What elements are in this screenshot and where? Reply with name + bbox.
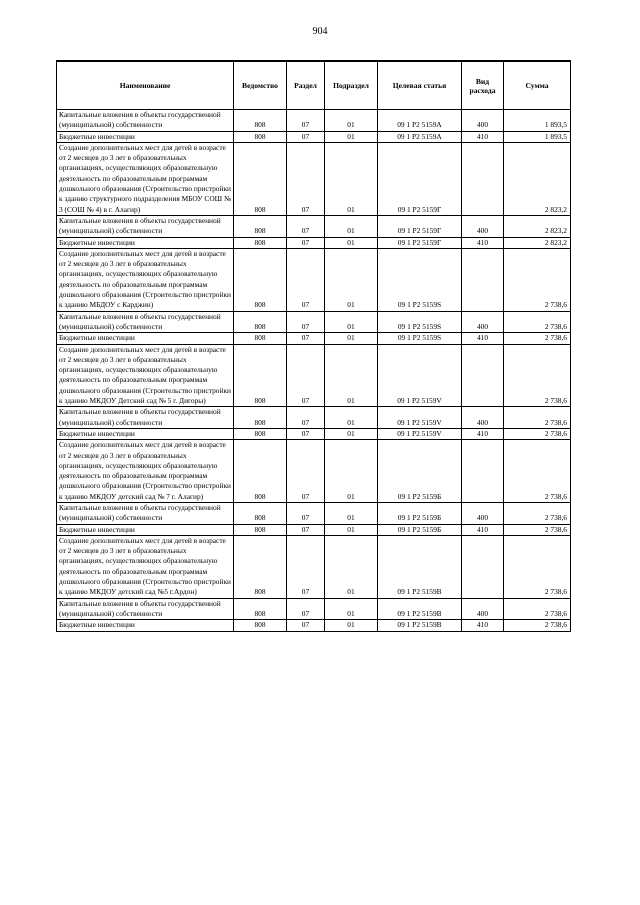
cell-name: Бюджетные инвестиции xyxy=(57,333,234,344)
cell-expense-type: 400 xyxy=(462,407,504,429)
cell-section: 07 xyxy=(287,215,325,237)
cell-sum: 2 738,6 xyxy=(504,524,571,535)
cell-department: 808 xyxy=(234,502,287,524)
cell-section: 07 xyxy=(287,110,325,132)
cell-target-article: 09 1 Р2 5159V xyxy=(378,428,462,439)
cell-department: 808 xyxy=(234,344,287,407)
cell-name: Бюджетные инвестиции xyxy=(57,428,234,439)
cell-sum: 2 738,6 xyxy=(504,344,571,407)
cell-sum: 2 738,6 xyxy=(504,311,571,333)
cell-subsection: 01 xyxy=(325,620,378,631)
cell-section: 07 xyxy=(287,131,325,142)
cell-section: 07 xyxy=(287,428,325,439)
cell-section: 07 xyxy=(287,237,325,248)
table-row xyxy=(57,428,571,439)
cell-department: 808 xyxy=(234,407,287,429)
cell-department: 808 xyxy=(234,110,287,132)
cell-subsection: 01 xyxy=(325,428,378,439)
cell-expense-type: 410 xyxy=(462,131,504,142)
cell-section: 07 xyxy=(287,535,325,598)
header-row xyxy=(57,61,571,110)
cell-department: 808 xyxy=(234,440,287,503)
header-department: Ведомство xyxy=(234,61,287,110)
table-row xyxy=(57,110,571,132)
cell-sum: 2 738,6 xyxy=(504,407,571,429)
page-number: 904 xyxy=(312,26,328,37)
cell-expense-type xyxy=(462,535,504,598)
cell-subsection: 01 xyxy=(325,502,378,524)
cell-target-article: 09 1 Р2 5159V xyxy=(378,407,462,429)
cell-expense-type xyxy=(462,344,504,407)
cell-department: 808 xyxy=(234,311,287,333)
cell-section: 07 xyxy=(287,407,325,429)
cell-name: Создание дополнительных мест для детей в возрасте от 2 месяцев до 3 лет в образовательных организациях, осуществляющих образовательную деятельность по образовательным программам дошкольного образования (Строительство пристройки к зданию МКДОУ Детский сад № 5 г. Дигоры) xyxy=(57,344,234,407)
cell-expense-type xyxy=(462,440,504,503)
header-target-article: Целевая статья xyxy=(378,61,462,110)
table-row xyxy=(57,142,571,215)
cell-subsection: 01 xyxy=(325,535,378,598)
cell-target-article: 09 1 Р2 5159S xyxy=(378,248,462,311)
header-sum: Сумма xyxy=(504,61,571,110)
cell-sum: 2 823,2 xyxy=(504,142,571,215)
cell-section: 07 xyxy=(287,333,325,344)
cell-section: 07 xyxy=(287,248,325,311)
cell-sum: 2 738,6 xyxy=(504,333,571,344)
cell-name: Капитальные вложения в объекты государственной (муниципальной) собственности xyxy=(57,311,234,333)
cell-name: Капитальные вложения в объекты государственной (муниципальной) собственности xyxy=(57,598,234,620)
cell-sum: 1 893,5 xyxy=(504,131,571,142)
cell-target-article: 09 1 Р2 5159Г xyxy=(378,237,462,248)
cell-section: 07 xyxy=(287,620,325,631)
table-row xyxy=(57,237,571,248)
header-section: Раздел xyxy=(287,61,325,110)
cell-target-article: 09 1 Р2 5159S xyxy=(378,311,462,333)
table-row xyxy=(57,215,571,237)
table-row xyxy=(57,407,571,429)
cell-name: Капитальные вложения в объекты государственной (муниципальной) собственности xyxy=(57,407,234,429)
header-name: Наименование xyxy=(57,61,234,110)
cell-department: 808 xyxy=(234,333,287,344)
cell-subsection: 01 xyxy=(325,131,378,142)
cell-expense-type: 400 xyxy=(462,502,504,524)
cell-name: Капитальные вложения в объекты государственной (муниципальной) собственности xyxy=(57,110,234,132)
cell-expense-type: 400 xyxy=(462,311,504,333)
cell-department: 808 xyxy=(234,248,287,311)
cell-sum: 2 738,6 xyxy=(504,598,571,620)
cell-target-article: 09 1 Р2 5159S xyxy=(378,333,462,344)
cell-expense-type: 400 xyxy=(462,110,504,132)
cell-name: Создание дополнительных мест для детей в возрасте от 2 месяцев до 3 лет в образовательных организациях, осуществляющих образовательную деятельность по образовательным программам дошкольного образования (Строительство пристройки к зданию МКДОУ детский сад № 7 г. Алагир) xyxy=(57,440,234,503)
table-row xyxy=(57,440,571,503)
cell-sum: 2 738,6 xyxy=(504,502,571,524)
cell-subsection: 01 xyxy=(325,440,378,503)
cell-expense-type: 410 xyxy=(462,333,504,344)
cell-subsection: 01 xyxy=(325,407,378,429)
cell-target-article: 09 1 Р2 5159А xyxy=(378,131,462,142)
cell-sum: 2 738,6 xyxy=(504,535,571,598)
cell-subsection: 01 xyxy=(325,237,378,248)
cell-name: Создание дополнительных мест для детей в возрасте от 2 месяцев до 3 лет в образовательных организациях, осуществляющих образовательную деятельность по образовательным программам дошкольного образования (Строительство пристройки к зданию МБДОУ с Карджин) xyxy=(57,248,234,311)
cell-name: Бюджетные инвестиции xyxy=(57,237,234,248)
cell-section: 07 xyxy=(287,344,325,407)
budget-table xyxy=(56,60,571,632)
cell-section: 07 xyxy=(287,524,325,535)
cell-target-article: 09 1 Р2 5159А xyxy=(378,110,462,132)
table-row xyxy=(57,311,571,333)
table-row xyxy=(57,535,571,598)
cell-section: 07 xyxy=(287,440,325,503)
header-subsection: Подраздел xyxy=(325,61,378,110)
cell-sum: 2 738,6 xyxy=(504,440,571,503)
cell-sum: 2 823,2 xyxy=(504,215,571,237)
table-row xyxy=(57,131,571,142)
cell-department: 808 xyxy=(234,535,287,598)
cell-section: 07 xyxy=(287,598,325,620)
table-row xyxy=(57,598,571,620)
cell-name: Капитальные вложения в объекты государственной (муниципальной) собственности xyxy=(57,215,234,237)
cell-expense-type: 400 xyxy=(462,598,504,620)
cell-target-article: 09 1 Р2 5159V xyxy=(378,344,462,407)
cell-subsection: 01 xyxy=(325,110,378,132)
cell-section: 07 xyxy=(287,311,325,333)
cell-name: Капитальные вложения в объекты государственной (муниципальной) собственности xyxy=(57,502,234,524)
cell-sum: 2 738,6 xyxy=(504,428,571,439)
cell-name: Бюджетные инвестиции xyxy=(57,131,234,142)
cell-target-article: 09 1 Р2 5159В xyxy=(378,620,462,631)
cell-expense-type: 410 xyxy=(462,620,504,631)
cell-target-article: 09 1 Р2 5159Б xyxy=(378,440,462,503)
cell-section: 07 xyxy=(287,142,325,215)
cell-subsection: 01 xyxy=(325,142,378,215)
cell-expense-type: 400 xyxy=(462,215,504,237)
cell-target-article: 09 1 Р2 5159В xyxy=(378,535,462,598)
cell-target-article: 09 1 Р2 5159В xyxy=(378,598,462,620)
cell-subsection: 01 xyxy=(325,333,378,344)
cell-target-article: 09 1 Р2 5159Б xyxy=(378,502,462,524)
table-row xyxy=(57,502,571,524)
table-row xyxy=(57,333,571,344)
cell-subsection: 01 xyxy=(325,598,378,620)
header-expense-type: Вид расхода xyxy=(462,61,504,110)
cell-subsection: 01 xyxy=(325,311,378,333)
cell-section: 07 xyxy=(287,502,325,524)
cell-subsection: 01 xyxy=(325,344,378,407)
cell-name: Бюджетные инвестиции xyxy=(57,620,234,631)
table-row xyxy=(57,620,571,631)
cell-expense-type xyxy=(462,142,504,215)
cell-expense-type: 410 xyxy=(462,428,504,439)
cell-department: 808 xyxy=(234,215,287,237)
table-row xyxy=(57,248,571,311)
cell-expense-type xyxy=(462,248,504,311)
cell-department: 808 xyxy=(234,237,287,248)
cell-target-article: 09 1 Р2 5159Г xyxy=(378,142,462,215)
cell-name: Создание дополнительных мест для детей в возрасте от 2 месяцев до 3 лет в образовательных организациях, осуществляющих образовательную деятельность по образовательным программам дошкольного образования (Строительство пристройки к зданию МКДОУ детский сад №5 г.Ардон) xyxy=(57,535,234,598)
cell-target-article: 09 1 Р2 5159Г xyxy=(378,215,462,237)
cell-subsection: 01 xyxy=(325,248,378,311)
cell-department: 808 xyxy=(234,428,287,439)
cell-subsection: 01 xyxy=(325,524,378,535)
cell-sum: 2 823,2 xyxy=(504,237,571,248)
cell-name: Создание дополнительных мест для детей в возрасте от 2 месяцев до 3 лет в образовательных организациях, осуществляющих образовательную деятельность по образовательным программам дошкольного образования (Строительство пристройки к зданию структурного подразделения МБОУ СОШ № 3 (СОШ № 4) в г. Алагир) xyxy=(57,142,234,215)
cell-department: 808 xyxy=(234,620,287,631)
cell-department: 808 xyxy=(234,524,287,535)
cell-name: Бюджетные инвестиции xyxy=(57,524,234,535)
cell-expense-type: 410 xyxy=(462,524,504,535)
cell-sum: 1 893,5 xyxy=(504,110,571,132)
cell-department: 808 xyxy=(234,131,287,142)
cell-target-article: 09 1 Р2 5159Б xyxy=(378,524,462,535)
cell-expense-type: 410 xyxy=(462,237,504,248)
cell-sum: 2 738,6 xyxy=(504,248,571,311)
table-row xyxy=(57,344,571,407)
table-row xyxy=(57,524,571,535)
cell-subsection: 01 xyxy=(325,215,378,237)
cell-department: 808 xyxy=(234,142,287,215)
cell-department: 808 xyxy=(234,598,287,620)
cell-sum: 2 738,6 xyxy=(504,620,571,631)
